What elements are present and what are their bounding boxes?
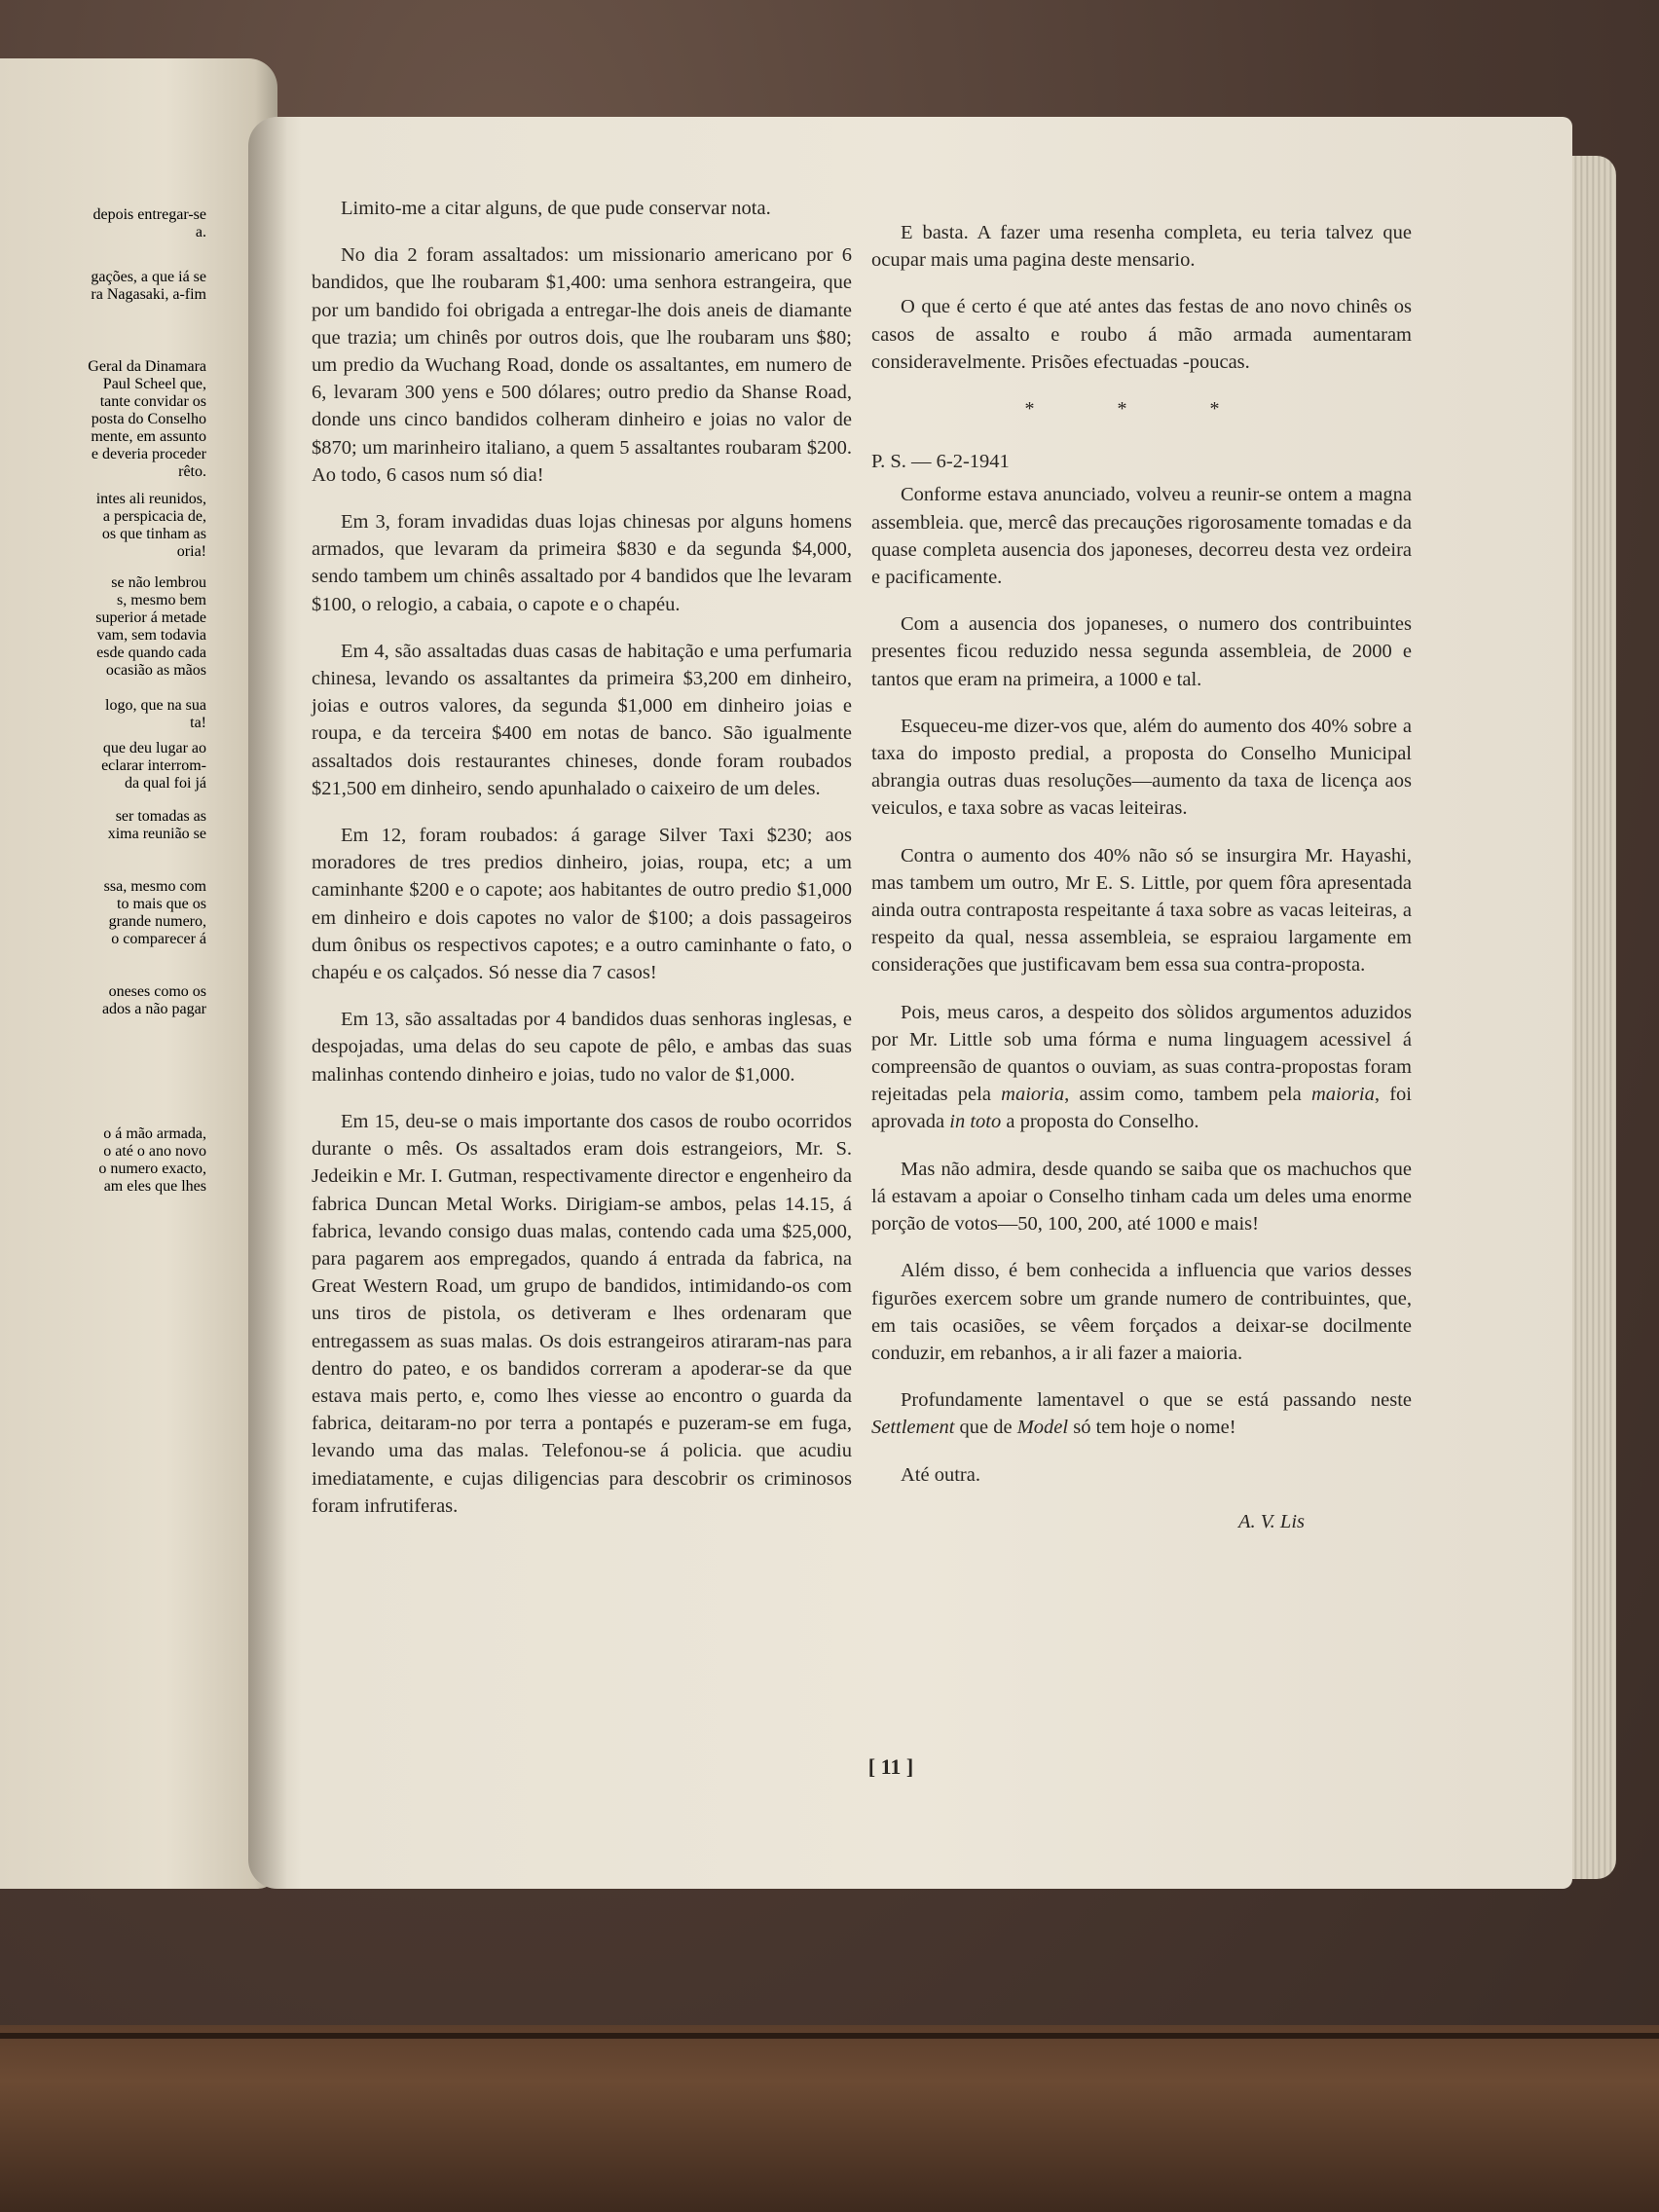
paragraph: Até outra. (901, 1463, 980, 1486)
paragraph: Além disso, é bem conhecida a influencia que varios desses figurões exercem sobre um grande numero de contribuintes, que, em tais ocasiões, se vêem forçados a deixar-se docilmente conduzir, em rebanhos, a ir ali fazer a maioria. (871, 1260, 1412, 1364)
paragraph: Mas não admira, desde quando se saiba que os machuchos que lá estavam a apoiar o Conselho tinham cada um deles uma enorme porção de votos—50, 100, 200, até 1000 e mais! (871, 1158, 1412, 1235)
paragraph: Limito-me a citar alguns, de que pude conservar nota. (341, 198, 771, 219)
left-line: o á mão armada, (103, 1125, 206, 1142)
signature: A. V. Lis (1238, 1510, 1305, 1532)
paragraph: Com a ausencia dos jopaneses, o numero dos contribuintes presentes ficou reduzido nessa segunda assembleia, de 2000 e tantos que eram na primeira, a 1000 e tal. (871, 613, 1412, 690)
paragraph: Em 12, foram roubados: á garage Silver Taxi $230; aos moradores de tres predios dinheiro, joias, roupa, etc; a um caminhante $200 e o capote; aos habitantes de outro predio $1,000 em dinheiro e dois capotes no valor de $100; a dois passageiros dum ônibus os respectivos capotes; e a outro caminhante o fato, o chapéu e os calçados. Só nesse dia 7 casos! (312, 825, 852, 984)
left-line: Geral da Dinamara (88, 358, 206, 375)
left-line: s, mesmo bem (117, 592, 206, 608)
page-number: [ 11 ] (867, 1754, 914, 1779)
left-line: se não lembrou (111, 574, 206, 591)
desk-edge-line (0, 2033, 1659, 2039)
left-line: to mais que os (117, 896, 206, 912)
ps-heading: P. S. — 6-2-1941 (871, 451, 1010, 473)
paragraph: E basta. A fazer uma resenha completa, eu teria talvez que ocupar mais uma pagina deste mensario. (871, 222, 1412, 272)
left-page-fragments (0, 206, 263, 1196)
text-column-left (312, 195, 852, 1539)
left-line: o até o ano novo (103, 1143, 206, 1160)
text-run: Profundamente lamentavel o que se está passando neste (901, 1389, 1412, 1412)
text-run: , assim como, tambem pela (1064, 1084, 1311, 1106)
left-line: logo, que na sua (105, 697, 206, 714)
paragraph: Contra o aumento dos 40% não só se insurgira Mr. Hayashi, mas tambem um outro, Mr E. S. Little, por quem fôra apresentada ainda outra contraposta respeitante á taxa sobre as vacas leiteiras, a respeito da qual, nessa assembleia, se espraiou largamente em considerações que justificavam bem essa sua contra-proposta. (871, 844, 1412, 977)
paragraph: Esqueceu-me dizer-vos que, além do aumento dos 40% sobre a taxa do imposto predial, a proposta do Conselho Municipal abrangia outras duas resoluções—aumento da taxa de licença aos veiculos, e taxa sobre as vacas leiteiras. (871, 715, 1412, 820)
left-line: a perspicacia de, (102, 508, 206, 525)
left-line: ra Nagasaki, a-fim (91, 286, 206, 303)
italic-text: Model (1016, 1417, 1069, 1439)
left-line: ocasião as mãos (105, 662, 206, 679)
left-line: tante convidar os (99, 393, 206, 410)
left-line: grande numero, (108, 913, 206, 930)
italic-text: Settlement (871, 1417, 955, 1439)
text-run: , foi aprovada (871, 1084, 1413, 1133)
italic-text: in toto (949, 1111, 1002, 1133)
text-run: Pois, meus caros, a despeito dos sòlidos argumentos aduzidos por Mr. Little sob uma fórma e numa linguagem acessivel á compreensão de quantos o ouviam, as suas contra-propostas foram rejeitadas pela (871, 1001, 1412, 1106)
left-line: eclarar interrom- (101, 757, 206, 774)
paragraph: Em 15, deu-se o mais importante dos casos de roubo ocorridos durante o mês. Os assaltados eram dois estrangeiors, Mr. S. Jedeikin e Mr. I. Gutman, respectivamente director e engenheiro da fabrica Duncan Metal Works. Dirigiam-se ambos, pelas 14.15, á fabrica, levando consigo duas malas, contendo cada uma $25,000, para pagarem aos empregados, quando á entrada da fabrica, na Great Western Road, um grupo de bandidos, intimidando-os com uns tiros de pistola, os detiveram e lhes ordenaram que entregassem as suas malas. Os dois estrangeiros atiraram-nas para dentro do pateo, e os bandidos correram a apoderar-se da que estava mais perto, e, como lhes viesse ao encontro o guarda da fabrica, deitaram-no por terra a pontapés e puzeram-se em fuga, levando uma das malas. Telefonou-se á policia. que acudiu imediatamente, e cujas diligencias para descobrir os criminosos foram infrutiferas. (312, 1110, 852, 1517)
left-line: que deu lugar ao (102, 740, 206, 756)
left-line: ssa, mesmo com (103, 878, 206, 895)
paragraph: O que é certo é que até antes das festas de ano novo chinês os casos de assalto e roubo á mão armada aumentaram consideravelmente. Prisões efectuadas -poucas. (871, 296, 1412, 373)
left-line: rêto. (178, 463, 206, 480)
text-run: que de (954, 1417, 1017, 1439)
left-line: gações, a que iá se (91, 269, 206, 285)
left-line: superior á metade (95, 609, 206, 626)
spine-shadow (248, 117, 287, 1889)
text-column-right (871, 219, 1412, 1555)
paragraph: Em 4, são assaltadas duas casas de habitação e uma perfumaria chinesa, levando os assaltantes da primeira $3,200 em dinheiro, joias e outros valores, da segunda $1,000 em dinheiro joias e roupa, e da terceira $400 em notas de banco. São igualmente assaltados dois restaurantes chineses, donde foram roubados $21,500 em dinheiro, sendo apunhalado o caixeiro de um deles. (312, 640, 852, 799)
left-line: Paul Scheel que, (102, 376, 206, 392)
left-line: ser tomadas as (115, 808, 206, 825)
left-line: os que tinham as (101, 526, 206, 542)
left-line: posta do Conselho (91, 411, 206, 427)
right-page (248, 117, 1572, 1889)
left-line: oneses como os (108, 983, 206, 1000)
left-line: ta! (190, 715, 206, 731)
paragraph: No dia 2 foram assaltados: um missionario americano por 6 bandidos, que lhe roubaram $1,400: uma senhora estrangeira, que por um bandido foi obrigada a entregar-lhe dois aneis de diamante que trazia; um chinês por outros dois, que lhe roubaram uns $80; um predio da Wuchang Road, donde os assaltantes, em numero de 6, levaram 300 yens e 500 dólares; outro predio da Shanse Road, donde uns cinco bandidos colheram dinheiro e joias no valor de $870; um marinheiro italiano, a quem 5 assaltantes roubaram $200. Ao todo, 6 casos num só dia! (312, 244, 852, 486)
paragraph (871, 999, 1412, 1136)
left-line: intes ali reunidos, (95, 491, 206, 507)
left-line: vam, sem todavia (96, 627, 206, 644)
left-line: esde quando cada (96, 645, 206, 661)
left-line: o comparecer á (111, 931, 206, 947)
italic-text: maioria (1310, 1084, 1375, 1106)
desk-edge (0, 2025, 1659, 2212)
text-run: só tem hoje o nome! (1068, 1417, 1236, 1439)
section-divider-stars: * * * (1024, 398, 1259, 421)
text-run: a proposta do Conselho. (1001, 1111, 1199, 1133)
left-line: da qual foi já (125, 775, 206, 792)
left-page (0, 58, 277, 1889)
left-line: o numero exacto, (98, 1161, 206, 1177)
left-line: a. (195, 224, 206, 240)
left-line: depois entregar-se (92, 206, 206, 223)
left-line: xima reunião se (107, 826, 206, 842)
paragraph (871, 1386, 1412, 1441)
left-line: am eles que lhes (103, 1178, 206, 1195)
left-line: ados a não pagar (101, 1001, 206, 1017)
paragraph: Em 3, foram invadidas duas lojas chinesas por alguns homens armados, que levaram da primeira $830 e da segunda $4,000, sendo tambem um chinês assaltado por 4 bandidos que lhe levaram $100, o relogio, a cabaia, o capote e o chapéu. (312, 511, 852, 615)
left-line: e deveria proceder (91, 446, 206, 462)
paragraph: Conforme estava anunciado, volveu a reunir-se ontem a magna assembleia. que, mercê das precauções rigorosamente tomadas e da quase completa ausencia dos japoneses, decorreu desta vez ordeira e pacificamente. (871, 484, 1412, 589)
paragraph: Em 13, são assaltadas por 4 bandidos duas senhoras inglesas, e despojadas, uma delas do seu capote de pêlo, e ambas das suas malinhas contendo dinheiro e joias, tudo no valor de $1,000. (312, 1009, 852, 1086)
left-line: mente, em assunto (91, 428, 206, 445)
left-line: oria! (176, 543, 206, 560)
italic-text: maioria (1001, 1084, 1065, 1106)
